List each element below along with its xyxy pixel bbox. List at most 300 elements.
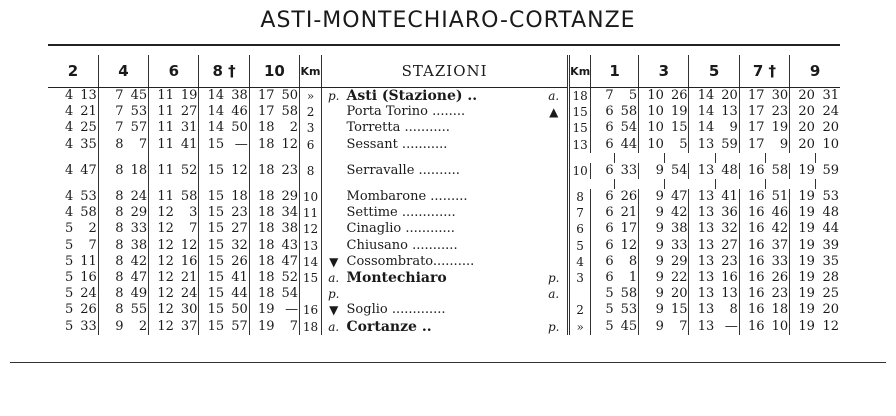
hour-cell: 10 xyxy=(639,137,665,153)
minute-cell: 29 xyxy=(670,253,688,269)
hour-cell: 9 xyxy=(639,318,665,334)
hour-cell: 18 xyxy=(249,238,275,254)
hour-cell: 8 xyxy=(98,286,124,302)
hour-cell: 8 xyxy=(98,137,124,153)
hour-cell: 6 xyxy=(591,189,615,205)
table-row xyxy=(48,189,840,205)
hour-cell: 7 xyxy=(98,88,124,105)
train-header: 5 xyxy=(689,55,739,88)
minute-cell: 33 xyxy=(620,162,638,178)
minute-cell: 25 xyxy=(80,120,97,136)
km-cell: 10 xyxy=(569,163,591,179)
hour-cell: 9 xyxy=(639,221,665,237)
station-name: Cinaglio ............ xyxy=(346,221,455,237)
minute-cell: 33 xyxy=(670,237,688,253)
hour-cell: 19 xyxy=(790,221,816,237)
direction-cell: a. xyxy=(548,89,560,104)
minute-cell: 5 xyxy=(628,88,638,104)
hour-cell: 11 xyxy=(149,120,175,136)
hour-cell: 18 xyxy=(249,137,275,153)
table-row xyxy=(48,104,840,120)
minute-cell: 53 xyxy=(80,189,97,205)
hour-cell: 16 xyxy=(739,221,765,237)
minute-cell: 1 xyxy=(628,269,638,285)
direction-cell: ▲ xyxy=(549,105,559,120)
table-row xyxy=(48,286,840,302)
minute-cell: 2 xyxy=(289,120,299,136)
hour-cell: 17 xyxy=(739,120,765,136)
hour-cell: 9 xyxy=(639,205,665,221)
train-header: 6 xyxy=(149,55,199,88)
hour-cell: 15 xyxy=(199,302,225,318)
minute-cell: 52 xyxy=(281,269,299,285)
minute-cell: 58 xyxy=(771,162,789,178)
table-row xyxy=(48,221,840,237)
hour-cell: 17 xyxy=(249,88,275,105)
minute-cell: 23 xyxy=(281,162,299,178)
minute-cell: 18 xyxy=(130,162,148,178)
hour-cell: 9 xyxy=(639,163,665,179)
top-rule xyxy=(48,44,840,46)
hour-cell: 13 xyxy=(689,254,715,270)
hour-cell: 14 xyxy=(689,104,715,120)
hour-cell: 19 xyxy=(790,318,816,334)
minute-cell: 31 xyxy=(180,120,198,136)
direction-cell xyxy=(540,254,568,270)
minute-cell: 53 xyxy=(620,302,638,318)
minute-cell: 12 xyxy=(180,237,198,253)
hour-cell: 20 xyxy=(790,104,816,120)
minute-cell: 26 xyxy=(80,302,97,318)
minute-cell: 49 xyxy=(130,286,148,302)
km-cell: 14 xyxy=(300,254,322,270)
km-cell: 10 xyxy=(300,189,322,205)
minute-cell: 48 xyxy=(721,162,738,178)
hour-cell: 5 xyxy=(64,302,74,318)
direction-cell: a. xyxy=(548,287,560,302)
hour-cell: 8 xyxy=(98,254,124,270)
station-name: Asti (Stazione) .. xyxy=(346,88,478,105)
hour-cell: 13 xyxy=(689,205,715,221)
minute-cell: 58 xyxy=(620,104,638,120)
hour-cell: 12 xyxy=(149,238,175,254)
km-cell: 13 xyxy=(300,238,322,254)
minute-cell: 35 xyxy=(80,136,97,152)
table-row xyxy=(48,238,840,254)
minute-cell: — xyxy=(724,318,738,334)
direction-cell xyxy=(321,104,345,120)
km-cell: 15 xyxy=(300,270,322,286)
minute-cell: 46 xyxy=(771,205,789,221)
hour-cell: 12 xyxy=(149,221,175,237)
hour-cell: 18 xyxy=(249,189,275,205)
minute-cell: 32 xyxy=(231,237,248,253)
minute-cell: — xyxy=(234,136,248,152)
hour-cell: 12 xyxy=(149,270,175,286)
hour-cell: 15 xyxy=(199,205,225,221)
minute-cell: 26 xyxy=(620,189,638,205)
hour-cell: 7 xyxy=(98,104,124,120)
hour-cell: 11 xyxy=(149,137,175,153)
hour-cell: 14 xyxy=(199,120,225,136)
minute-cell: 11 xyxy=(80,253,97,269)
hour-cell: 18 xyxy=(249,221,275,237)
hour-cell: 7 xyxy=(98,120,124,136)
minute-cell: 58 xyxy=(80,205,97,221)
minute-cell: 41 xyxy=(180,136,198,152)
minute-cell: 35 xyxy=(822,253,839,269)
timetable-title: ASTI-MONTECHIARO-CORTANZE xyxy=(260,8,636,33)
km-cell xyxy=(569,286,591,302)
stations-header: STAZIONI xyxy=(321,55,568,88)
km-cell: 13 xyxy=(569,137,591,153)
direction-cell: ▼ xyxy=(321,302,345,318)
hour-cell: 19 xyxy=(790,189,816,205)
spacer-row xyxy=(48,153,840,163)
minute-cell: 53 xyxy=(822,189,839,205)
hour-cell: 16 xyxy=(739,205,765,221)
hour-cell: 6 xyxy=(591,270,615,286)
minute-cell: 26 xyxy=(771,269,789,285)
hour-cell: 9 xyxy=(639,254,665,270)
minute-cell: 33 xyxy=(130,221,148,237)
minute-cell: 58 xyxy=(620,286,638,302)
direction-cell xyxy=(540,120,568,136)
hour-cell: 6 xyxy=(591,238,615,254)
hour-cell: 8 xyxy=(98,163,124,179)
minute-cell: 20 xyxy=(822,120,839,136)
hour-cell: 16 xyxy=(739,238,765,254)
hour-cell: 16 xyxy=(739,302,765,318)
minute-cell: 41 xyxy=(231,269,248,285)
minute-cell: 29 xyxy=(130,205,148,221)
hour-cell: 15 xyxy=(199,137,225,153)
direction-cell xyxy=(321,137,345,153)
hour-cell: 4 xyxy=(64,88,74,104)
hour-cell: 10 xyxy=(639,88,665,105)
minute-cell: 41 xyxy=(721,189,738,205)
minute-cell: 7 xyxy=(138,136,148,152)
hour-cell: 14 xyxy=(689,88,715,105)
minute-cell: 33 xyxy=(80,318,97,334)
minute-cell: 25 xyxy=(822,286,839,302)
minute-cell: 34 xyxy=(281,205,299,221)
hour-cell: 16 xyxy=(739,318,765,334)
hour-cell: 4 xyxy=(64,120,74,136)
station-name xyxy=(346,286,541,302)
minute-cell: 32 xyxy=(721,221,738,237)
direction-cell xyxy=(321,120,345,136)
minute-cell: 16 xyxy=(721,269,738,285)
minute-cell: 53 xyxy=(130,104,148,120)
table-row xyxy=(48,318,840,334)
direction-cell xyxy=(321,205,345,221)
hour-cell: 14 xyxy=(689,120,715,136)
km-cell: 8 xyxy=(300,163,322,179)
table-row xyxy=(48,302,840,318)
table-row xyxy=(48,163,840,179)
minute-cell: — xyxy=(285,302,299,318)
train-header: 2 xyxy=(48,55,98,88)
train-header: 8 † xyxy=(199,55,249,88)
station-name: Sessant ........... xyxy=(346,136,448,152)
km-cell: 16 xyxy=(300,302,322,318)
hour-cell: 5 xyxy=(591,286,615,302)
hour-cell: 16 xyxy=(739,270,765,286)
hour-cell: 10 xyxy=(639,104,665,120)
hour-cell: 13 xyxy=(689,238,715,254)
hour-cell: 4 xyxy=(64,136,74,152)
minute-cell: 7 xyxy=(88,237,97,253)
minute-cell: 28 xyxy=(822,269,839,285)
hour-cell: 17 xyxy=(739,137,765,153)
minute-cell: 44 xyxy=(620,136,638,152)
table-row xyxy=(48,254,840,270)
hour-cell: 5 xyxy=(64,253,74,269)
station-name: Mombarone ......... xyxy=(346,189,468,205)
minute-cell: 37 xyxy=(180,318,198,334)
hour-cell: 16 xyxy=(739,163,765,179)
hour-cell: 8 xyxy=(98,221,124,237)
km-cell: 6 xyxy=(569,221,591,237)
direction-cell xyxy=(321,221,345,237)
km-cell: 5 xyxy=(569,238,591,254)
minute-cell: 20 xyxy=(670,286,688,302)
minute-cell: 30 xyxy=(180,302,198,318)
minute-cell: 15 xyxy=(670,302,688,318)
hour-cell: 9 xyxy=(639,302,665,318)
direction-cell: p. xyxy=(321,286,345,302)
direction-cell: p. xyxy=(547,270,560,285)
minute-cell: 37 xyxy=(771,237,789,253)
minute-cell: 54 xyxy=(281,286,299,302)
minute-cell: 24 xyxy=(80,286,97,302)
direction-cell xyxy=(540,221,568,237)
minute-cell: 57 xyxy=(130,120,148,136)
minute-cell: 29 xyxy=(281,189,299,205)
station-name: Porta Torino ........ xyxy=(346,104,466,120)
minute-cell: 38 xyxy=(231,88,248,104)
direction-cell xyxy=(540,137,568,153)
hour-cell: 9 xyxy=(639,189,665,205)
minute-cell: 27 xyxy=(721,237,738,253)
minute-cell: 47 xyxy=(281,253,299,269)
minute-cell: 57 xyxy=(231,318,248,334)
hour-cell: 4 xyxy=(64,104,74,120)
hour-cell: 20 xyxy=(790,137,816,153)
direction-cell: p. xyxy=(547,319,560,334)
minute-cell: 19 xyxy=(180,88,198,104)
minute-cell: 24 xyxy=(822,104,839,120)
train-header: 9 xyxy=(790,55,840,88)
minute-cell: 7 xyxy=(289,318,299,334)
km-cell: 4 xyxy=(569,254,591,270)
minute-cell: 39 xyxy=(822,237,839,253)
minute-cell: 12 xyxy=(620,237,638,253)
hour-cell: 15 xyxy=(199,189,225,205)
hour-cell: 8 xyxy=(98,205,124,221)
hour-cell: 19 xyxy=(790,238,816,254)
km-cell: 18 xyxy=(300,318,322,334)
minute-cell: 22 xyxy=(670,269,688,285)
hour-cell: 13 xyxy=(689,270,715,286)
minute-cell: 21 xyxy=(80,104,97,120)
hour-cell: 11 xyxy=(149,104,175,120)
minute-cell: 13 xyxy=(80,88,97,104)
minute-cell: 8 xyxy=(628,253,638,269)
hour-cell: 15 xyxy=(199,221,225,237)
minute-cell: 12 xyxy=(822,318,839,334)
hour-cell: 9 xyxy=(639,270,665,286)
minute-cell: 20 xyxy=(822,302,839,318)
km-cell: » xyxy=(300,88,322,105)
minute-cell: 15 xyxy=(670,120,688,136)
minute-cell: 42 xyxy=(670,205,688,221)
hour-cell: 14 xyxy=(199,88,225,105)
hour-cell: 18 xyxy=(249,163,275,179)
hour-cell: 15 xyxy=(199,318,225,334)
km-cell: 15 xyxy=(569,120,591,136)
minute-cell: 30 xyxy=(771,88,789,104)
direction-cell xyxy=(321,189,345,205)
timetable-body xyxy=(48,88,840,335)
minute-cell: 2 xyxy=(88,221,97,237)
hour-cell: 8 xyxy=(98,302,124,318)
hour-cell: 19 xyxy=(790,270,816,286)
hour-cell: 18 xyxy=(249,286,275,302)
minute-cell: 8 xyxy=(729,302,738,318)
train-header: 7 † xyxy=(739,55,789,88)
minute-cell: 24 xyxy=(130,189,148,205)
minute-cell: 54 xyxy=(620,120,638,136)
minute-cell: 24 xyxy=(180,286,198,302)
hour-cell: 19 xyxy=(249,302,275,318)
minute-cell: 44 xyxy=(231,286,248,302)
direction-cell xyxy=(540,205,568,221)
hour-cell: 8 xyxy=(98,270,124,286)
km-cell: » xyxy=(569,318,591,334)
minute-cell: 54 xyxy=(670,162,688,178)
minute-cell: 10 xyxy=(822,136,839,152)
minute-cell: 58 xyxy=(180,189,198,205)
hour-cell: 15 xyxy=(199,254,225,270)
hour-cell: 12 xyxy=(149,286,175,302)
hour-cell: 19 xyxy=(790,302,816,318)
minute-cell: 27 xyxy=(180,104,198,120)
km-cell: 2 xyxy=(300,104,322,120)
direction-cell xyxy=(540,163,568,179)
hour-cell: 4 xyxy=(64,162,74,178)
minute-cell: 36 xyxy=(721,205,738,221)
minute-cell: 45 xyxy=(620,318,638,334)
hour-cell: 9 xyxy=(98,318,124,334)
hour-cell: 20 xyxy=(790,88,816,105)
hour-cell: 15 xyxy=(199,270,225,286)
minute-cell: 50 xyxy=(231,302,248,318)
table-row xyxy=(48,205,840,221)
minute-cell: 23 xyxy=(231,205,248,221)
minute-cell: 9 xyxy=(729,120,738,136)
station-name: Torretta ........... xyxy=(346,120,450,136)
direction-cell xyxy=(321,163,345,179)
minute-cell: 31 xyxy=(822,88,839,104)
minute-cell: 16 xyxy=(180,253,198,269)
hour-cell: 17 xyxy=(739,88,765,105)
km-cell: 7 xyxy=(569,205,591,221)
minute-cell: 19 xyxy=(771,120,789,136)
hour-cell: 6 xyxy=(591,221,615,237)
direction-cell: ▼ xyxy=(321,254,345,270)
hour-cell: 5 xyxy=(64,286,74,302)
hour-cell: 8 xyxy=(98,189,124,205)
minute-cell: 47 xyxy=(670,189,688,205)
direction-cell xyxy=(540,189,568,205)
km-cell: 12 xyxy=(300,221,322,237)
hour-cell: 5 xyxy=(64,318,74,334)
hour-cell: 19 xyxy=(790,286,816,302)
train-header: 1 xyxy=(591,55,639,88)
hour-cell: 9 xyxy=(639,238,665,254)
hour-cell: 15 xyxy=(199,286,225,302)
minute-cell: 17 xyxy=(620,221,638,237)
minute-cell: 10 xyxy=(771,318,789,334)
minute-cell: 21 xyxy=(620,205,638,221)
minute-cell: 3 xyxy=(189,205,198,221)
minute-cell: 50 xyxy=(281,88,299,104)
table-row xyxy=(48,88,840,105)
hour-cell: 15 xyxy=(199,163,225,179)
hour-cell: 19 xyxy=(790,163,816,179)
minute-cell: 48 xyxy=(822,205,839,221)
hour-cell: 19 xyxy=(790,254,816,270)
minute-cell: 42 xyxy=(130,253,148,269)
minute-cell: 44 xyxy=(822,221,839,237)
table-row xyxy=(48,120,840,136)
hour-cell: 13 xyxy=(689,286,715,302)
hour-cell: 16 xyxy=(739,189,765,205)
bottom-rule xyxy=(10,362,886,363)
table-row xyxy=(48,270,840,286)
minute-cell: 20 xyxy=(721,88,738,104)
station-name: Chiusano ........... xyxy=(346,237,458,253)
minute-cell: 21 xyxy=(180,269,198,285)
hour-cell: 11 xyxy=(149,189,175,205)
station-name: Montechiaro xyxy=(346,269,447,286)
hour-cell: 12 xyxy=(149,205,175,221)
hour-cell: 9 xyxy=(639,286,665,302)
minute-cell: 16 xyxy=(80,269,97,285)
hour-cell: 6 xyxy=(591,104,615,120)
minute-cell: 19 xyxy=(670,104,688,120)
station-name: Cortanze .. xyxy=(346,318,432,335)
direction-cell: a. xyxy=(321,270,345,286)
hour-cell: 11 xyxy=(149,163,175,179)
minute-cell: 50 xyxy=(231,120,248,136)
hour-cell: 4 xyxy=(64,205,74,221)
km-cell: 8 xyxy=(569,189,591,205)
minute-cell: 26 xyxy=(670,88,688,104)
km-header: Km xyxy=(569,55,591,88)
hour-cell: 11 xyxy=(149,88,175,105)
minute-cell: 45 xyxy=(130,88,148,104)
minute-cell: 38 xyxy=(130,237,148,253)
minute-cell: 13 xyxy=(721,104,738,120)
km-cell: 2 xyxy=(569,302,591,318)
train-header: 4 xyxy=(98,55,148,88)
minute-cell: 52 xyxy=(180,162,198,178)
minute-cell: 43 xyxy=(281,237,299,253)
hour-cell: 13 xyxy=(689,189,715,205)
